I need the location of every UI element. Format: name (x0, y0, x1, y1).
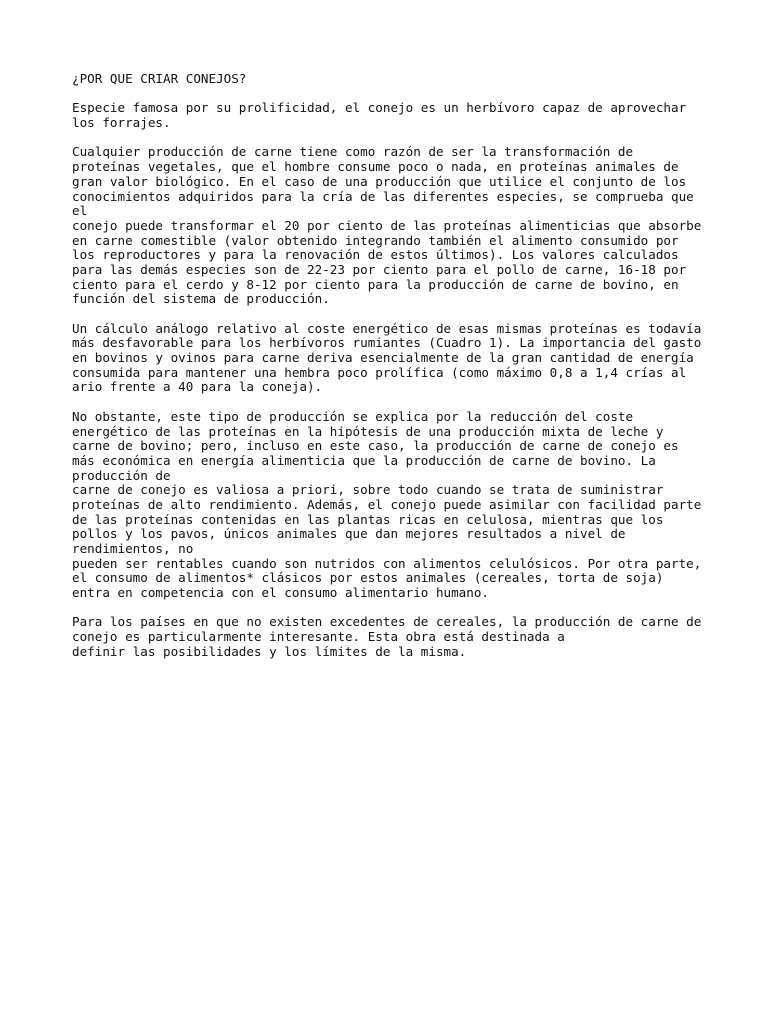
text-line: Cualquier producción de carne tiene como razón de ser la transformación de (72, 144, 634, 160)
text-line: pollos y los pavos, únicos animales que dan mejores resultados a nivel de (72, 526, 626, 542)
text-line: conejo puede transformar el 20 por ciento de las proteínas alimenticias que absorbe (72, 217, 702, 233)
text-line: rendimientos, no (72, 541, 194, 556)
paragraph (72, 410, 712, 601)
text-line: el consumo de alimentos* clásicos por estos animales (cereales, torta de soja) (72, 570, 664, 586)
text-line: proteínas de alto rendimiento. Además, el conejo puede asimilar con facilidad parte (72, 496, 702, 512)
text-line: conocimientos adquiridos para la cría de las diferentes especies, se comprueba que (72, 188, 694, 204)
text-line: definir las posibilidades y los límites de la misma. (72, 643, 467, 659)
text-line: Un cálculo análogo relativo al coste energético de esas mismas proteínas es todavía (72, 320, 702, 336)
text-line: entra en competencia con el consumo alimentario humano. (72, 585, 490, 601)
paragraph (72, 322, 712, 395)
text-line: los reproductores y para la renovación de estos últimos). Los valores calculados (72, 247, 679, 263)
text-line: Para los países en que no existen excedentes de cereales, la producción de carne de (72, 614, 702, 630)
text-line: en carne comestible (valor obtenido integrando también el alimento consumido por (72, 232, 679, 248)
text-line: carne de bovino; pero, incluso en este caso, la producción de carne de conejo es (72, 438, 679, 454)
paragraph (72, 615, 712, 659)
text-line: producción de (72, 467, 171, 483)
text-line: proteínas vegetales, que el hombre consume poco o nada, en proteínas animales de (72, 159, 679, 175)
text-line: consumida para mantener una hembra poco prolífica (como máximo 0,8 a 1,4 crías al (72, 364, 687, 380)
text-line: pueden ser rentables cuando son nutridos con alimentos celulósicos. Por otra parte, (72, 555, 702, 571)
text-line: carne de conejo es valiosa a priori, sobre todo cuando se trata de suministrar (72, 482, 664, 498)
text-line: más económica en energía alimenticia que la producción de carne de bovino. La (72, 452, 656, 468)
text-line: ciento para el cerdo y 8-12 por ciento para la producción de carne de bovino, en (72, 276, 679, 292)
text-line: No obstante, este tipo de producción se explica por la reducción del coste (72, 408, 634, 424)
text-line: el (72, 203, 88, 219)
text-line: los forrajes. (72, 115, 171, 131)
paragraph (72, 101, 712, 130)
text-line: en bovinos y ovinos para carne deriva esencialmente de la gran cantidad de energía (72, 350, 694, 366)
paragraph (72, 145, 712, 307)
document-page (72, 72, 712, 674)
text-line: de las proteínas contenidas en las plantas ricas en celulosa, mientras que los (72, 511, 664, 527)
text-line: ario frente a 40 para la coneja). (72, 379, 323, 395)
text-line: Especie famosa por su prolificidad, el conejo es un herbívoro capaz de aprovechar (72, 100, 687, 116)
document-body (72, 101, 712, 659)
text-line: conejo es particularmente interesante. Esta obra está destinada a (72, 629, 565, 645)
text-line: para las demás especies son de 22-23 por ciento para el pollo de carne, 16-18 por (72, 261, 687, 277)
text-line: gran valor biológico. En el caso de una producción que utilice el conjunto de los (72, 173, 687, 189)
text-line: energético de las proteínas en la hipótesis de una producción mixta de leche y (72, 423, 664, 439)
text-line: función del sistema de producción. (72, 291, 330, 307)
text-line: más desfavorable para los herbívoros rumiantes (Cuadro 1). La importancia del gasto (72, 335, 702, 351)
document-title: ¿POR QUE CRIAR CONEJOS? (72, 71, 247, 86)
